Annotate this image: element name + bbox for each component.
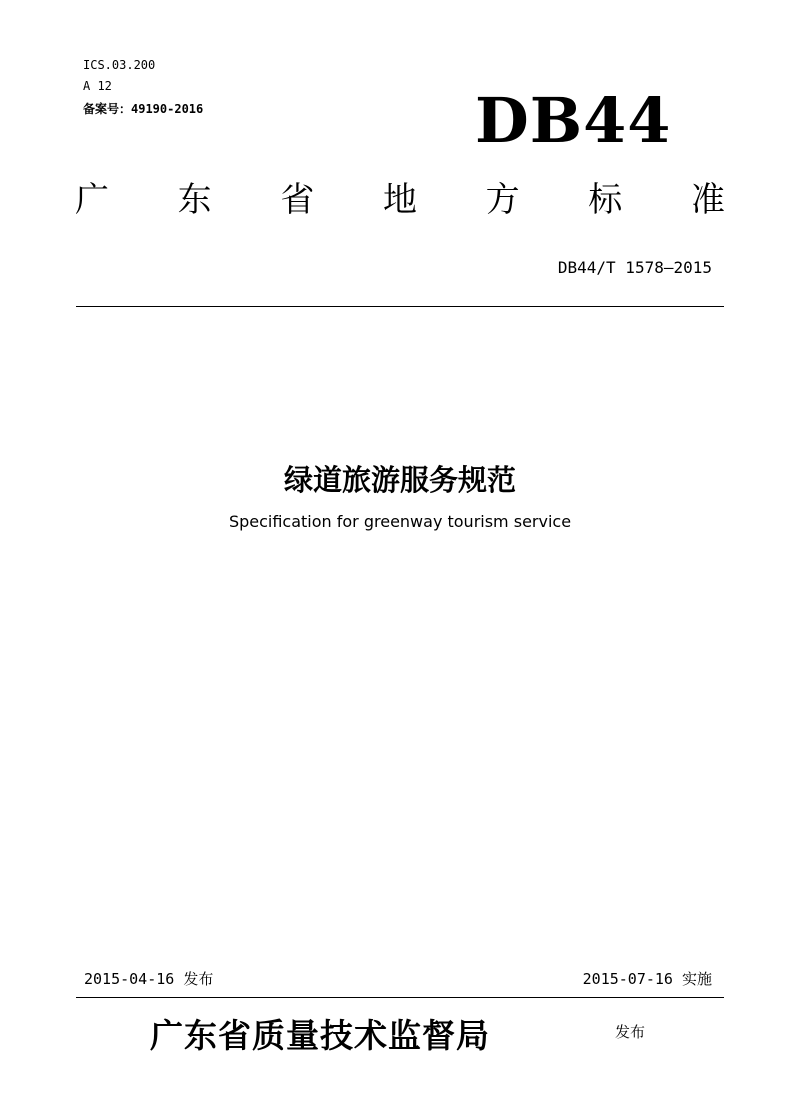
- ics-code: ICS.03.200: [83, 58, 156, 72]
- standard-type-char: 标: [588, 180, 623, 220]
- issue-date: 2015-04-16 发布: [84, 970, 214, 988]
- classification-code: A 12: [83, 79, 112, 93]
- bottom-divider: [76, 997, 724, 998]
- document-title-english: Specification for greenway tourism service: [228, 512, 572, 531]
- standard-type-char: 省: [280, 180, 315, 220]
- standard-type-heading: [75, 180, 725, 220]
- standard-type-char: 准: [690, 180, 725, 220]
- implementation-date: 2015-07-16 实施: [582, 970, 712, 988]
- issuing-authority: 广东省质量技术监督局: [150, 1016, 490, 1055]
- issuer-suffix: 发布: [615, 1023, 646, 1041]
- standard-type-char: 地: [382, 180, 417, 220]
- standard-number: DB44/T 1578—2015: [557, 258, 712, 277]
- standard-type-char: 广: [75, 180, 109, 220]
- standard-type-char: 东: [177, 180, 212, 220]
- record-number: 备案号：49190-2016: [83, 102, 204, 116]
- document-title-chinese: 绿道旅游服务规范: [283, 463, 516, 497]
- top-divider: [76, 306, 724, 307]
- standard-type-char: 方: [485, 180, 520, 220]
- db44-logo: DB44: [475, 84, 672, 157]
